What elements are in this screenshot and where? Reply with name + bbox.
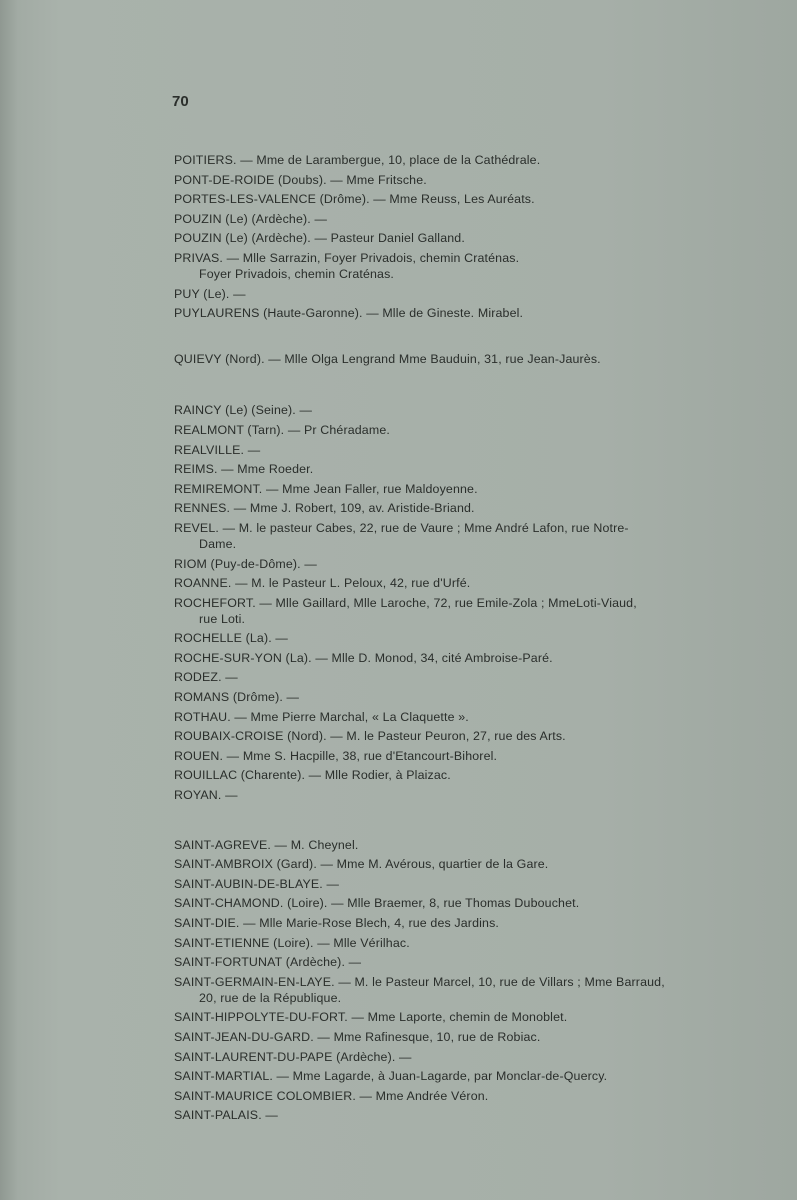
entry-text: ROYAN. —	[174, 788, 238, 803]
directory-entry	[174, 402, 714, 418]
entry-text: REIMS. — Mme Roeder.	[174, 462, 314, 477]
entry-text: ROCHELLE (La). —	[174, 631, 288, 646]
directory-entry	[174, 1107, 714, 1123]
entry-text: REALMONT (Tarn). — Pr Chéradame.	[174, 422, 390, 437]
section-s	[174, 837, 714, 1124]
entry-text: SAINT-AGREVE. — M. Cheynel.	[174, 837, 359, 852]
directory-entry	[174, 856, 714, 872]
entry-text: REVEL. — M. le pasteur Cabes, 22, rue de Vaure ; Mme André Lafon, rue Notre-	[174, 520, 629, 535]
entry-text: REALVILLE. —	[174, 442, 261, 457]
directory-entry	[174, 442, 714, 458]
entry-text: SAINT-DIE. — Mlle Marie-Rose Blech, 4, rue des Jardins.	[174, 916, 500, 930]
entry-text: ROUILLAC (Charente). — Mlle Rodier, à Plaizac.	[174, 768, 451, 783]
entry-text: SAINT-AUBIN-DE-BLAYE. —	[174, 876, 340, 891]
directory-entry	[174, 305, 714, 321]
directory-entry	[174, 481, 714, 497]
entry-text: SAINT-HIPPOLYTE-DU-FORT. — Mme Laporte, chemin de Monoblet.	[174, 1010, 568, 1025]
entry-text: ROMANS (Drôme). —	[174, 690, 300, 705]
entry-text: SAINT-PALAIS. —	[174, 1108, 278, 1123]
entry-continuation: rue Loti.	[199, 611, 246, 626]
directory-entry	[174, 915, 714, 931]
directory-entry	[174, 837, 714, 853]
entry-text: RIOM (Puy-de-Dôme). —	[174, 556, 317, 571]
entry-text: ROUBAIX-CROISE (Nord). — M. le Pasteur Peuron, 27, rue des Arts.	[174, 729, 566, 744]
entry-text: PUY (Le). —	[174, 286, 246, 301]
directory-entry	[174, 728, 714, 744]
directory-entry	[174, 1088, 714, 1104]
directory-entry	[174, 1049, 714, 1065]
entry-text: SAINT-AMBROIX (Gard). — Mme M. Avérous, quartier de la Gare.	[174, 857, 549, 872]
directory-entry	[174, 669, 714, 685]
entry-text: SAINT-MAURICE COLOMBIER. — Mme Andrée Véron.	[174, 1088, 489, 1103]
entry-continuation: Dame.	[199, 536, 237, 551]
directory-entry	[174, 461, 714, 477]
directory-entry	[174, 650, 714, 666]
entry-continuation: 20, rue de la République.	[199, 990, 342, 1005]
directory-entry	[174, 211, 714, 227]
directory-listing	[174, 152, 714, 1127]
entry-text: POITIERS. — Mme de Larambergue, 10, place de la Cathédrale.	[174, 153, 541, 167]
directory-entry	[174, 250, 714, 282]
entry-text: PUYLAURENS (Haute-Garonne). — Mlle de Gineste. Mirabel.	[174, 306, 524, 321]
entry-text: SAINT-ETIENNE (Loire). — Mlle Vérilhac.	[174, 935, 410, 950]
entry-text: POUZIN (Le) (Ardèche). —	[174, 211, 328, 226]
entry-text: POUZIN (Le) (Ardèche). — Pasteur Daniel Galland.	[174, 231, 465, 246]
directory-entry	[174, 230, 714, 246]
entry-text: RENNES. — Mme J. Robert, 109, av. Aristide-Briand.	[174, 501, 475, 516]
entry-continuation: Foyer Privadois, chemin Craténas.	[199, 266, 395, 281]
entry-text: RODEZ. —	[174, 670, 238, 685]
section-r	[174, 402, 714, 803]
entry-text: SAINT-JEAN-DU-GARD. — Mme Rafinesque, 10, rue de Robiac.	[174, 1029, 541, 1044]
directory-entry	[174, 935, 714, 951]
directory-entry	[174, 1068, 714, 1084]
section-spacer	[174, 807, 714, 837]
directory-entry	[174, 689, 714, 705]
page-number: 70	[172, 93, 189, 110]
directory-entry	[174, 748, 714, 764]
directory-entry	[174, 954, 714, 970]
directory-entry	[174, 191, 714, 207]
entry-text: SAINT-LAURENT-DU-PAPE (Ardèche). —	[174, 1049, 412, 1064]
entry-text: ROUEN. — Mme S. Hacpille, 38, rue d'Etancourt-Bihorel.	[174, 748, 498, 763]
directory-entry	[174, 1009, 714, 1025]
directory-entry	[174, 895, 714, 911]
directory-entry	[174, 876, 714, 892]
entry-text: SAINT-GERMAIN-EN-LAYE. — M. le Pasteur Marcel, 10, rue de Villars ; Mme Barraud,	[174, 974, 665, 989]
entry-text: RAINCY (Le) (Seine). —	[174, 403, 313, 418]
entry-text: ROTHAU. — Mme Pierre Marchal, « La Claquette ».	[174, 709, 469, 724]
entry-text: QUIEVY (Nord). — Mlle Olga Lengrand Mme Bauduin, 31, rue Jean-Jaurès.	[174, 351, 601, 366]
section-q	[174, 351, 714, 367]
directory-entry	[174, 575, 714, 591]
entry-text: ROCHE-SUR-YON (La). — Mlle D. Monod, 34, cité Ambroise-Paré.	[174, 650, 553, 665]
entry-text: ROANNE. — M. le Pasteur L. Peloux, 42, rue d'Urfé.	[174, 576, 471, 591]
directory-entry	[174, 422, 714, 438]
directory-entry	[174, 709, 714, 725]
directory-entry	[174, 767, 714, 783]
entry-text: SAINT-CHAMOND. (Loire). — Mlle Braemer, 8, rue Thomas Dubouchet.	[174, 896, 580, 911]
directory-entry	[174, 286, 714, 302]
entry-text: PONT-DE-ROIDE (Doubs). — Mme Fritsche.	[174, 172, 427, 187]
directory-entry	[174, 556, 714, 572]
section-p	[174, 152, 714, 321]
directory-entry	[174, 630, 714, 646]
directory-entry	[174, 520, 714, 552]
directory-entry	[174, 595, 714, 627]
directory-entry	[174, 351, 714, 367]
directory-entry	[174, 787, 714, 803]
section-spacer	[174, 325, 714, 351]
directory-entry	[174, 500, 714, 516]
entry-text: ROCHEFORT. — Mlle Gaillard, Mlle Laroche, 72, rue Emile-Zola ; MmeLoti-Viaud,	[174, 595, 637, 610]
entry-text: SAINT-FORTUNAT (Ardèche). —	[174, 955, 362, 970]
directory-entry	[174, 1029, 714, 1045]
directory-entry	[174, 172, 714, 188]
section-spacer	[174, 370, 714, 402]
entry-text: PRIVAS. — Mlle Sarrazin, Foyer Privadois, chemin Craténas.	[174, 250, 520, 265]
entry-text: REMIREMONT. — Mme Jean Faller, rue Maldoyenne.	[174, 481, 478, 496]
directory-entry	[174, 152, 714, 168]
directory-entry	[174, 974, 714, 1006]
entry-text: SAINT-MARTIAL. — Mme Lagarde, à Juan-Lagarde, par Monclar-de-Quercy.	[174, 1069, 608, 1084]
entry-text: PORTES-LES-VALENCE (Drôme). — Mme Reuss, Les Auréats.	[174, 192, 535, 207]
